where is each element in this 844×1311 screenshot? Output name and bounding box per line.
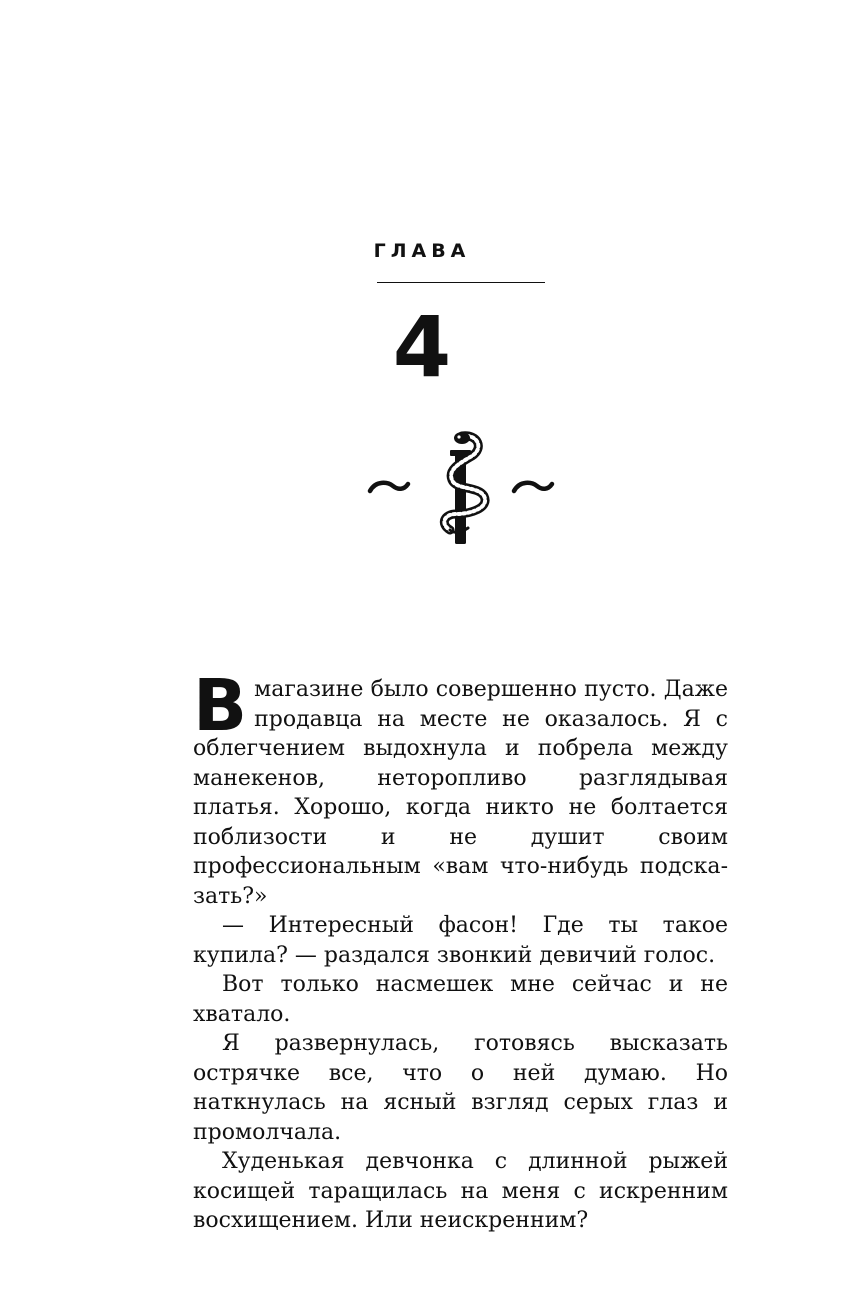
chapter-number: 4 [392, 298, 452, 396]
paragraph [193, 664, 728, 911]
snake-staff-icon [366, 428, 558, 548]
chapter-divider [377, 282, 545, 283]
drop-cap: В [193, 664, 248, 747]
paragraph: Худенькая девчонка с длинной рыжей косищей таращилась на меня с искренним восхищением. Или неискренним? [193, 1149, 728, 1233]
paragraph: — Интересный фасон! Где ты такое купила? — раздался звонкий девичий голос. [193, 913, 728, 968]
paragraph: Вот только насмешек мне сейчас и не хватало. [193, 972, 728, 1027]
chapter-label: ГЛАВА [373, 240, 471, 262]
paragraph-text: магазине было совершенно пусто. Даже продавца на месте не оказалось. Я с облегчением выдохнула и побрела между манекенов, неторопливо разглядывая платья. Хорошо, когда никто не болтается поблизости и не душит своим профессиональным «вам что-нибудь подсказать?» [193, 677, 728, 909]
paragraph: Я развернулась, готовясь высказать острячке все, что о ней думаю. Но наткнулась на ясный взгляд серых глаз и промолчала. [193, 1031, 728, 1145]
body-text [193, 664, 728, 1236]
